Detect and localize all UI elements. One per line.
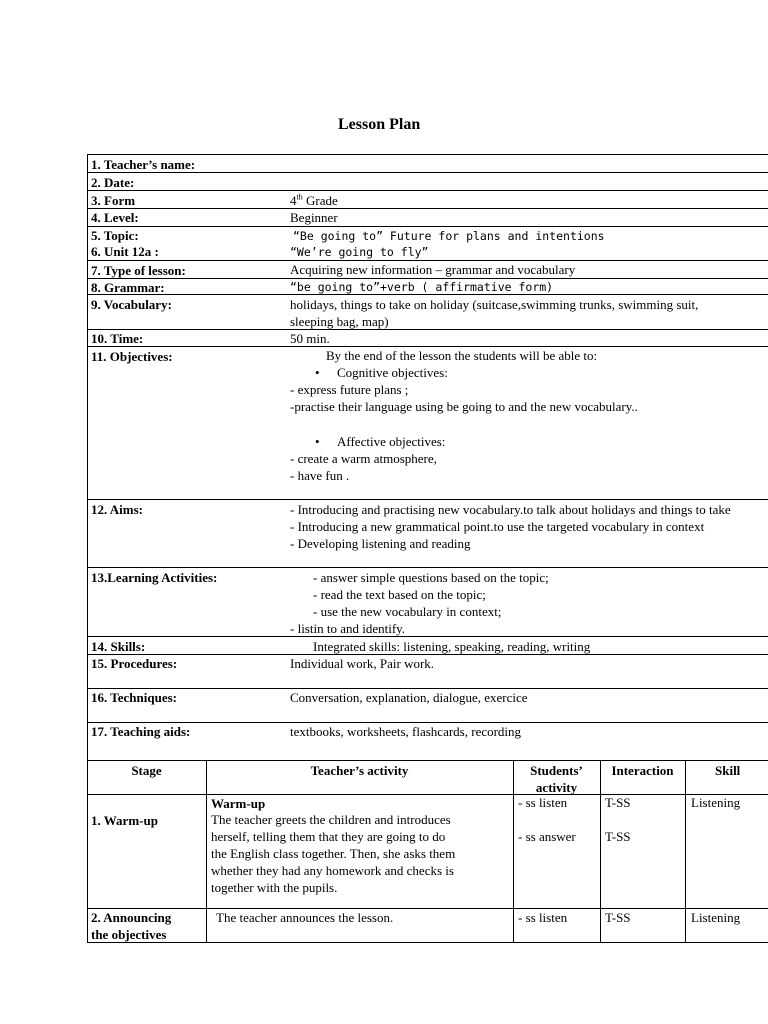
warmup-text-5: together with the pupils. xyxy=(211,880,338,895)
objectives-intro: By the end of the lesson the students will be able to: xyxy=(326,348,598,363)
row-vocabulary xyxy=(87,294,768,329)
unit-value: “We’re going to fly” xyxy=(290,245,429,259)
vocabulary-line-1: holidays, things to take on holiday (suitcase,swimming trunks, swimming suit, xyxy=(290,297,699,312)
warmup-student-2: - ss answer xyxy=(518,829,576,844)
skills-label: 14. Skills: xyxy=(91,639,146,654)
row-level xyxy=(87,208,768,226)
header-stage: Stage xyxy=(131,763,162,778)
row-grammar xyxy=(87,278,768,294)
affective-item-1: - create a warm atmosphere, xyxy=(290,451,437,466)
form-label: 3. Form xyxy=(91,193,136,208)
aids-label: 17. Teaching aids: xyxy=(91,724,191,739)
activity-2: - read the text based on the topic; xyxy=(313,587,486,602)
header-teacher-activity: Teacher’s activity xyxy=(310,763,409,778)
stage-announcing-2: the objectives xyxy=(91,927,167,942)
row-type xyxy=(87,260,768,278)
level-label: 4. Level: xyxy=(91,210,139,225)
form-grade: Grade xyxy=(302,193,338,208)
row-teacher xyxy=(87,154,768,172)
header-students-activity-1: Students’ xyxy=(530,763,583,778)
row-procedures xyxy=(87,654,768,688)
grammar-value: “be going to”+verb ( affirmative form) xyxy=(290,280,554,294)
topic-value: “Be going to” Future for plans and intentions xyxy=(293,229,605,243)
header-students-activity-2: activity xyxy=(535,780,578,795)
aims-line-3: - Developing listening and reading xyxy=(290,536,471,551)
stage-header-border xyxy=(87,794,768,795)
activities-label: 13.Learning Activities: xyxy=(91,570,218,585)
grammar-label: 8. Grammar: xyxy=(91,280,165,295)
header-interaction: Interaction xyxy=(611,763,674,778)
techniques-value: Conversation, explanation, dialogue, exercice xyxy=(290,690,528,705)
warmup-heading: Warm-up xyxy=(211,796,266,811)
row-skills xyxy=(87,636,768,654)
header-skill: Skill xyxy=(715,763,741,778)
col-border-1 xyxy=(206,760,207,943)
warmup-text-1: The teacher greets the children and introduces xyxy=(211,812,451,827)
title-text: Lesson Plan xyxy=(338,116,421,133)
warmup-text-4: whether they had any homework and checks is xyxy=(211,863,454,878)
topic-label: 5. Topic: xyxy=(91,228,139,243)
form-suffix: th xyxy=(296,192,303,202)
stage-table-bottom-border xyxy=(87,942,768,943)
row-learning-activities xyxy=(87,567,768,636)
type-label: 7. Type of lesson: xyxy=(91,263,186,278)
row-date xyxy=(87,172,768,190)
aims-label: 12. Aims: xyxy=(91,502,143,517)
warmup-text-2: herself, telling them that they are going to do xyxy=(211,829,446,844)
aims-line-2: - Introducing a new grammatical point.to use the targeted vocabulary in context xyxy=(290,519,705,534)
activity-4: - listin to and identify. xyxy=(290,621,406,636)
warmup-skill: Listening xyxy=(691,795,741,810)
row-time xyxy=(87,329,768,346)
announce-teacher-text: The teacher announces the lesson. xyxy=(216,910,394,925)
type-value: Acquiring new information – grammar and vocabulary xyxy=(290,262,576,277)
cognitive-item-2: -practise their language using be going to and the new vocabulary.. xyxy=(290,399,638,414)
procedures-value: Individual work, Pair work. xyxy=(290,656,435,671)
row-topic-unit xyxy=(87,226,768,260)
time-label: 10. Time: xyxy=(91,331,144,346)
announce-skill: Listening xyxy=(691,910,741,925)
row-form xyxy=(87,190,768,208)
col-border-4 xyxy=(685,760,686,943)
warmup-interaction-2: T-SS xyxy=(605,829,631,844)
cognitive-item-1: - express future plans ; xyxy=(290,382,409,397)
row-objectives xyxy=(87,346,768,499)
unit-label: 6. Unit 12a : xyxy=(91,244,159,259)
stage-announcing-1: 2. Announcing xyxy=(91,910,172,925)
announce-interaction: T-SS xyxy=(605,910,631,925)
time-value: 50 min. xyxy=(290,331,330,346)
stage-table xyxy=(87,760,768,943)
date-label: 2. Date: xyxy=(91,175,135,190)
row-teaching-aids xyxy=(87,722,768,760)
affective-item-2: - have fun . xyxy=(290,468,350,483)
warmup-student-1: - ss listen xyxy=(518,795,568,810)
activity-3: - use the new vocabulary in context; xyxy=(313,604,502,619)
cognitive-objectives: • Cognitive objectives: xyxy=(337,364,448,381)
col-border-3 xyxy=(600,760,601,943)
col-border-0 xyxy=(87,760,88,943)
row-aims xyxy=(87,499,768,567)
row-techniques xyxy=(87,688,768,722)
vocabulary-label: 9. Vocabulary: xyxy=(91,297,172,312)
warmup-text-3: the English class together. Then, she asks them xyxy=(211,846,456,861)
form-value xyxy=(290,192,338,209)
warmup-interaction-1: T-SS xyxy=(605,795,631,810)
affective-objectives: • Affective objectives: xyxy=(337,433,445,450)
teacher-label: 1. Teacher’s name: xyxy=(91,157,196,172)
techniques-label: 16. Techniques: xyxy=(91,690,177,705)
aids-value: textbooks, worksheets, flashcards, recording xyxy=(290,724,522,739)
skills-value: Integrated skills: listening, speaking, reading, writing xyxy=(313,639,591,654)
procedures-label: 15. Procedures: xyxy=(91,656,178,671)
stage-warmup: 1. Warm-up xyxy=(91,813,158,828)
stage-row-border xyxy=(87,908,768,909)
stage-table-top-border xyxy=(87,760,768,761)
objectives-label: 11. Objectives: xyxy=(91,349,173,364)
form-number: 4 xyxy=(290,193,297,208)
level-value: Beginner xyxy=(290,210,338,225)
vocabulary-line-2: sleeping bag, map) xyxy=(290,314,389,329)
aims-line-1: - Introducing and practising new vocabulary.to talk about holidays and things to take xyxy=(290,502,731,517)
announce-student: - ss listen xyxy=(518,910,568,925)
activity-1: - answer simple questions based on the topic; xyxy=(313,570,549,585)
